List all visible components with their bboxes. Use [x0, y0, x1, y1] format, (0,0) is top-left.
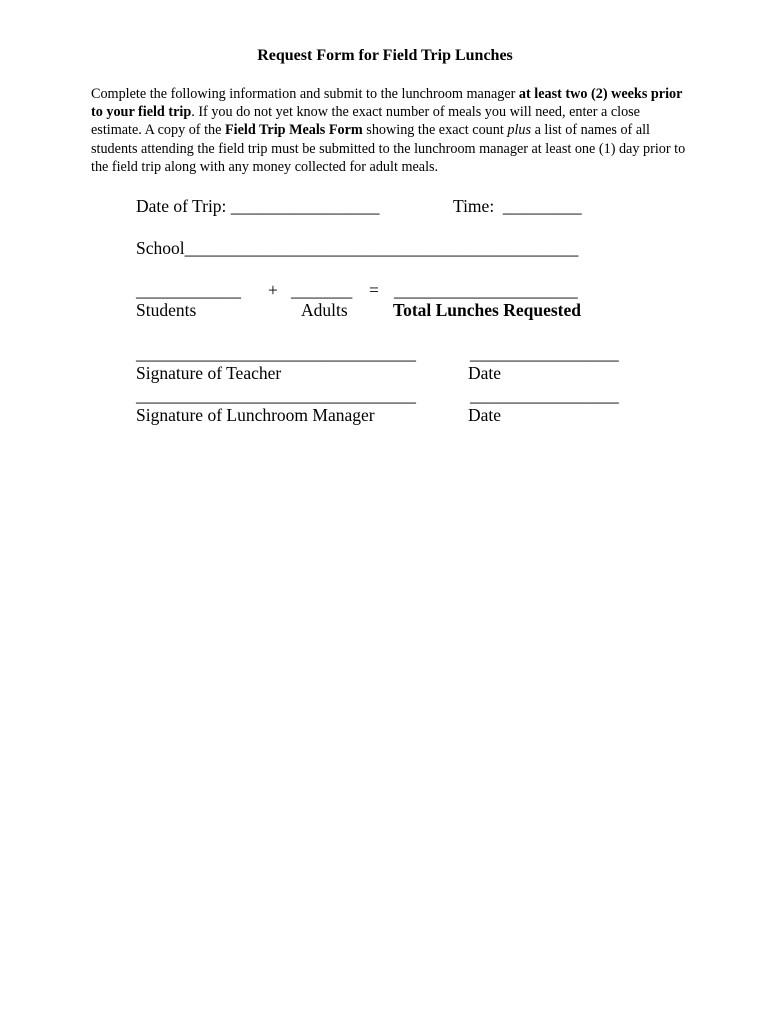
manager-date-label: Date — [468, 405, 502, 425]
intro-text-3: showing the exact count — [362, 122, 508, 139]
adults-count-field[interactable]: _______ — [291, 280, 353, 300]
manager-signature-field[interactable]: ________________________________ — [136, 385, 416, 405]
total-lunches-label: Total Lunches Requested — [393, 300, 581, 320]
teacher-signature-field[interactable]: ________________________________ — [136, 343, 416, 363]
intro-plus-italic: plus — [507, 122, 532, 139]
intro-text-2: . If you do not yet know the exact number of meals you will need, enter a close estimate. A copy of the — [91, 104, 640, 139]
intro-text-1: Complete the following information and submit to the lunchroom manager — [91, 86, 519, 102]
adults-label: Adults — [301, 300, 348, 320]
date-of-trip-field[interactable]: Date of Trip: _________________ — [136, 196, 380, 216]
manager-signature-label: Signature of Lunchroom Manager — [136, 405, 375, 425]
teacher-date-label: Date — [468, 363, 502, 383]
students-label: Students — [136, 300, 197, 320]
total-lunches-field[interactable]: _____________________ — [394, 280, 578, 300]
teacher-date-field[interactable]: _________________ — [470, 343, 619, 363]
time-field[interactable]: Time: _________ — [453, 196, 582, 216]
manager-date-field[interactable]: _________________ — [470, 385, 619, 405]
school-field[interactable]: School_____________________________________________ — [136, 238, 579, 258]
intro-form-name-bold: Field Trip Meals Form — [224, 122, 363, 139]
teacher-signature-label: Signature of Teacher — [136, 363, 282, 383]
students-count-field[interactable]: ____________ — [136, 280, 241, 300]
plus-sign: + — [268, 280, 278, 300]
form-title: Request Form for Field Trip Lunches — [257, 47, 513, 64]
intro-deadline-bold: at least two (2) weeks prior to your field trip — [91, 86, 683, 121]
intro-text-4: a list of names of all students attending the field trip must be submitted to the lunchroom manager at least one (1) day prior to the field trip along with any money collected for adult meals. — [91, 122, 686, 175]
instructions-paragraph — [91, 85, 691, 176]
equals-sign: = — [369, 280, 379, 300]
